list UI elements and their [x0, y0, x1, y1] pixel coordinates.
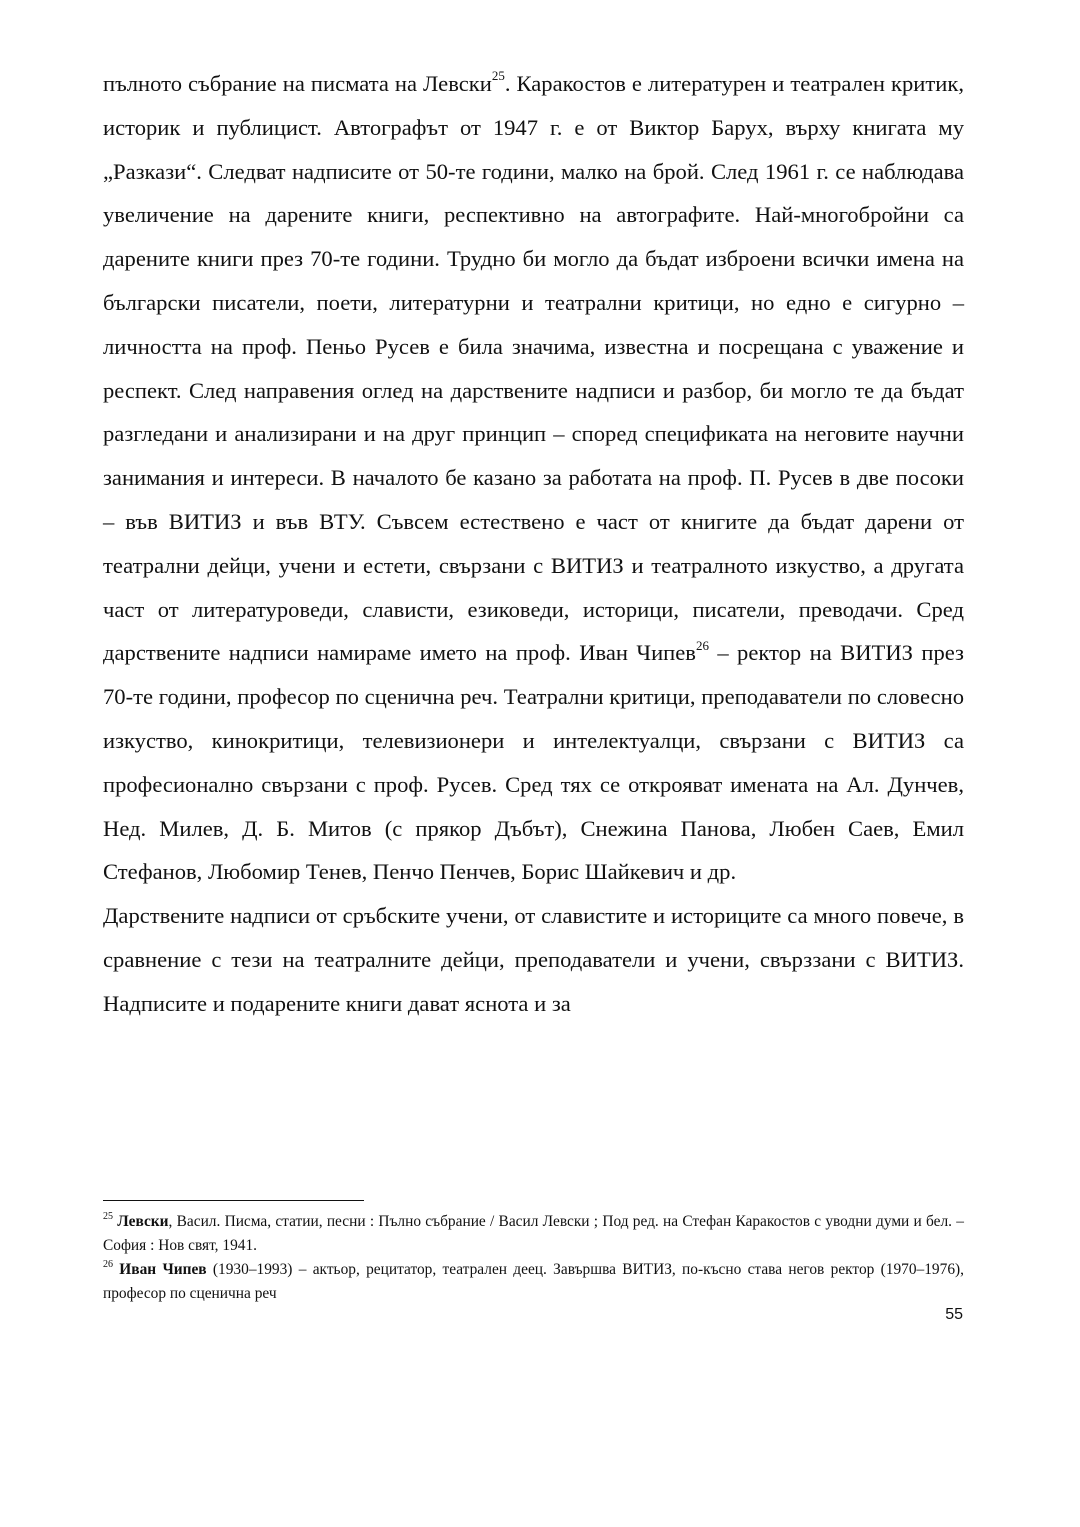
- footnote-text: (1930–1993) – актьор, рецитатор, театрален деец. Завършва ВИТИЗ, по-късно става негов ректор (1970–1976), професор по сценична реч: [103, 1261, 964, 1302]
- footnote-ref-25: 25: [491, 68, 505, 84]
- footnote-number: 25: [103, 1210, 113, 1222]
- footnote-text: , Васил. Писма, статии, песни : Пълно събрание / Васил Левски ; Под ред. на Стефан Каракостов с уводни думи и бел. – София : Нов свят, 1941.: [103, 1213, 964, 1254]
- paragraph-1: [103, 62, 964, 894]
- paragraph-1-part-c: – ректор на ВИТИЗ през 70-те години, професор по сценична реч. Театрални критици, преподаватели по словесно изкуство, кинокритици, телевизионери и интелектуалци, свързани с ВИТИЗ са професионално свързани с проф. Русев. Сред тях се открояват имената на Ал. Дунчев, Нед. Милев, Д. Б. Митов (с прякор Дъбът), Снежина Панова, Любен Саев, Емил Стефанов, Любомир Тенев, Пенчо Пенчев, Борис Шайкевич и др.: [103, 640, 964, 885]
- page-number: 55: [945, 1306, 963, 1323]
- footnote-separator: [103, 1200, 364, 1201]
- paragraph-1-part-b: . Каракостов е литературен и театрален критик, историк и публицист. Автографът от 1947 г. е от Виктор Барух, върху книгата му „Разкази“. Следват надписите от 50-те години, малко на брой. След 1961 г. се наблюдава увеличение на дарените книги, респективно на автографите. Най-многобройни са дарените книги през 70-те години. Трудно би могло да бъдат изброени всички имена на български писатели, поети, литературни и театрални критици, но едно е сигурно – личността на проф. Пеньо Русев е била значима, известна и посрещана с уважение и респект. След направения оглед на дарствените надписи и разбор, би могло те да бъдат разгледани и анализирани и на друг принцип – според спецификата на неговите научни занимания и интереси. В началото бе казано за работата на проф. П. Русев в две посоки – във ВИТИЗ и във ВТУ. Съвсем естествено е част от книгите да бъдат дарени от театрални дейци, учени и естети, свързани с ВИТИЗ и театралното изкуство, а другата част от литературоведи, слависти, езиковеди, историци, писатели, преводачи. Сред дарствените надписи намираме името на проф. Иван Чипев: [103, 71, 964, 666]
- footnote-author: Левски: [117, 1213, 169, 1230]
- paragraph-1-part-a: пълното събрание на писмата на Левски: [103, 71, 492, 96]
- body-text: [103, 62, 964, 1026]
- footnote-number: 26: [103, 1258, 113, 1270]
- footnote-ref-26: 26: [695, 637, 709, 653]
- footnotes: [103, 1210, 964, 1306]
- footnote-25: [103, 1210, 964, 1258]
- footnote-26: [103, 1258, 964, 1306]
- paragraph-2: Дарствените надписи от сръбските учени, от славистите и историците са много повече, в сравнение с тези на театралните дейци, преподаватели и учени, свърззани с ВИТИЗ. Надписите и подарените книги дават яснота и за: [103, 903, 964, 1016]
- footnote-author: Иван Чипев: [119, 1261, 207, 1278]
